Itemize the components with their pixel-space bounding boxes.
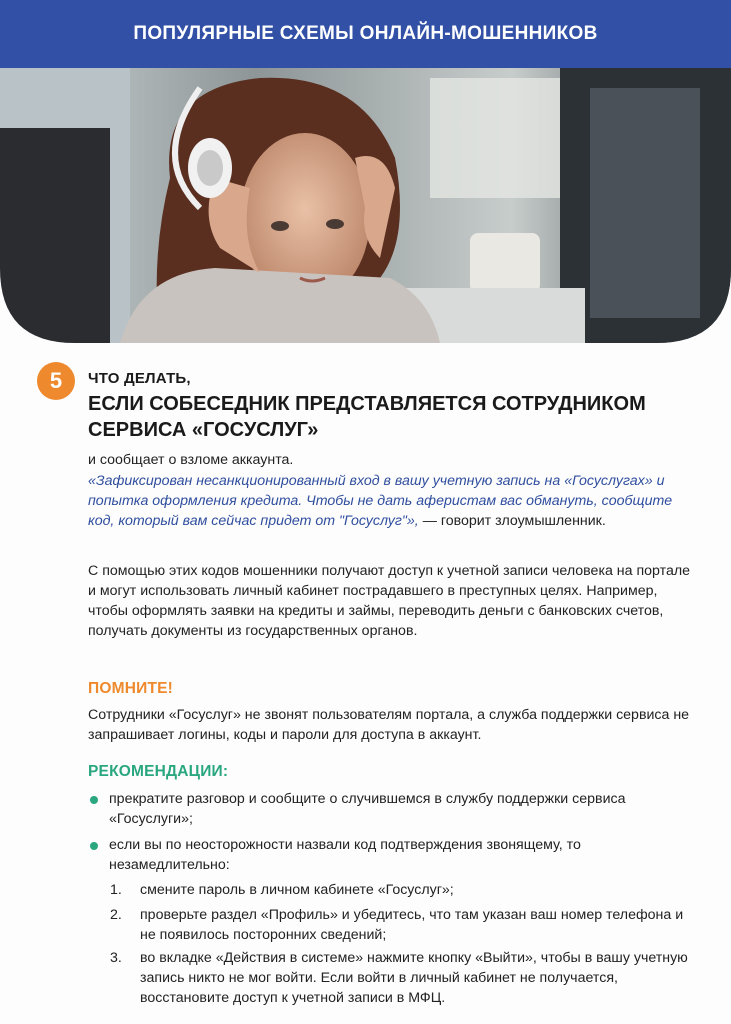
recommendations-title: РЕКОМЕНДАЦИИ:: [88, 763, 229, 780]
step-text: проверьте раздел «Профиль» и убедитесь, что там указан ваш номер телефона и не появилось посторонних сведений;: [140, 907, 684, 943]
section-subtitle: ЧТО ДЕЛАТЬ,: [88, 370, 191, 387]
recommendation-item: если вы по неосторожности назвали код подтверждения звонящему, то незамедлительно:: [109, 837, 581, 873]
section-title: ЕСЛИ СОБЕСЕДНИК ПРЕДСТАВЛЯЕТСЯ СОТРУДНИКОМ СЕРВИСА «ГОСУСЛУГ»: [88, 393, 646, 441]
bullet-dot: [90, 796, 98, 804]
section-number-badge: 5: [37, 362, 75, 400]
step-number: 1.: [110, 882, 122, 898]
quote-text: «Зафиксирован несанкционированный вход в вашу учетную запись на «Госуслугах» и попытка оформления кредита. Чтобы не дать аферистам вас обмануть, сообщите код, который вам сейчас придет от "Госуслуг"»,: [88, 473, 673, 529]
header-title: ПОПУЛЯРНЫЕ СХЕМЫ ОНЛАЙН-МОШЕННИКОВ: [133, 23, 598, 44]
remember-text: Сотрудники «Госуслуг» не звонят пользователям портала, а служба поддержки сервиса не запрашивает логины, коды и пароли для доступа в аккаунт.: [88, 707, 690, 743]
quote-block: [88, 471, 698, 531]
step-number: 3.: [110, 950, 122, 966]
step-text: во вкладке «Действия в системе» нажмите кнопку «Выйти», чтобы в вашу учетную запись никто не мог войти. Если войти в личный кабинет не получается, восстановите доступ к учетной записи в МФЦ.: [140, 950, 688, 1006]
intro-text: и сообщает о взломе аккаунта.: [88, 452, 294, 468]
quote-attribution: — говорит злоумышленник.: [418, 513, 606, 529]
body-paragraph: С помощью этих кодов мошенники получают доступ к учетной записи человека на портале и могут использовать личный кабинет пострадавшего в преступных целях. Например, чтобы оформлять заявки на кредиты и займы, переводить деньги с банковских счетов, получать документы из государственных органов.: [88, 563, 691, 639]
bullet-dot: [90, 842, 98, 850]
recommendation-item: прекратите разговор и сообщите о случившемся в службу поддержки сервиса «Госуслуги»;: [109, 791, 626, 827]
step-number: 2.: [110, 907, 122, 923]
header-banner: [0, 0, 731, 68]
remember-title: ПОМНИТЕ!: [88, 680, 174, 697]
hero-photo: [0, 68, 731, 343]
step-text: смените пароль в личном кабинете «Госуслуг»;: [140, 882, 454, 898]
